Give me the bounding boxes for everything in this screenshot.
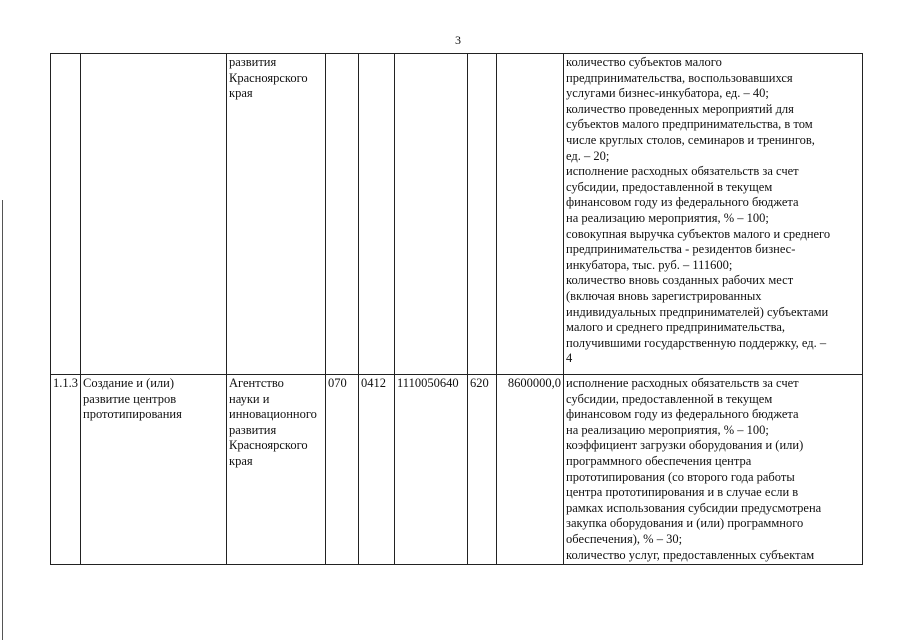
cell-executor: Агентство науки и инновационного развития Красноярского края: [227, 375, 326, 565]
cell-measure-name: Создание и (или) развитие центров прототипирования: [81, 375, 227, 565]
program-measures-table: [50, 53, 863, 565]
table-row: [51, 54, 863, 375]
cell-measure-name: [81, 54, 227, 375]
cell-number: 1.1.3: [51, 375, 81, 565]
cell-csr: 1110050640: [395, 375, 468, 565]
cell-executor: развития Красноярского края: [227, 54, 326, 375]
cell-grbs: [326, 54, 359, 375]
cell-amount: 8600000,0: [497, 375, 564, 565]
cell-number: [51, 54, 81, 375]
cell-vr: 620: [468, 375, 497, 565]
cell-vr: [468, 54, 497, 375]
cell-csr: [395, 54, 468, 375]
page-number: 3: [455, 33, 461, 47]
cell-rzpr: 0412: [359, 375, 395, 565]
scan-edge-line: [2, 200, 3, 640]
cell-amount: [497, 54, 564, 375]
cell-expected-results: исполнение расходных обязательств за счет субсидии, предоставленной в текущем финансовом году из федерального бюджета на реализацию мероприятия, % – 100; коэффициент загрузки оборудования и (или) программного обеспечения центра прототипирования (со второго года работы центра прототипирования и в случае если в рамках использования субсидии предусмотрена закупка оборудования и (или) программного обеспечения), % – 30; количество услуг, предоставленных субъектам: [564, 375, 863, 565]
cell-grbs: 070: [326, 375, 359, 565]
table-row: [51, 375, 863, 565]
cell-rzpr: [359, 54, 395, 375]
cell-expected-results: количество субъектов малого предпринимательства, воспользовавшихся услугами бизнес-инкубатора, ед. – 40; количество проведенных мероприятий для субъектов малого предпринимательства, в том числе круглых столов, семинаров и тренингов, ед. – 20; исполнение расходных обязательств за счет субсидии, предоставленной в текущем финансовом году из федерального бюджета на реализацию мероприятия, % – 100; совокупная выручка субъектов малого и среднего предпринимательства - резидентов бизнес- инкубатора, тыс. руб. – 111600; количество вновь созданных рабочих мест (включая вновь зарегистрированных индивидуальных предпринимателей) субъектами малого и среднего предпринимательства, получившими государственную поддержку, ед. – 4: [564, 54, 863, 375]
